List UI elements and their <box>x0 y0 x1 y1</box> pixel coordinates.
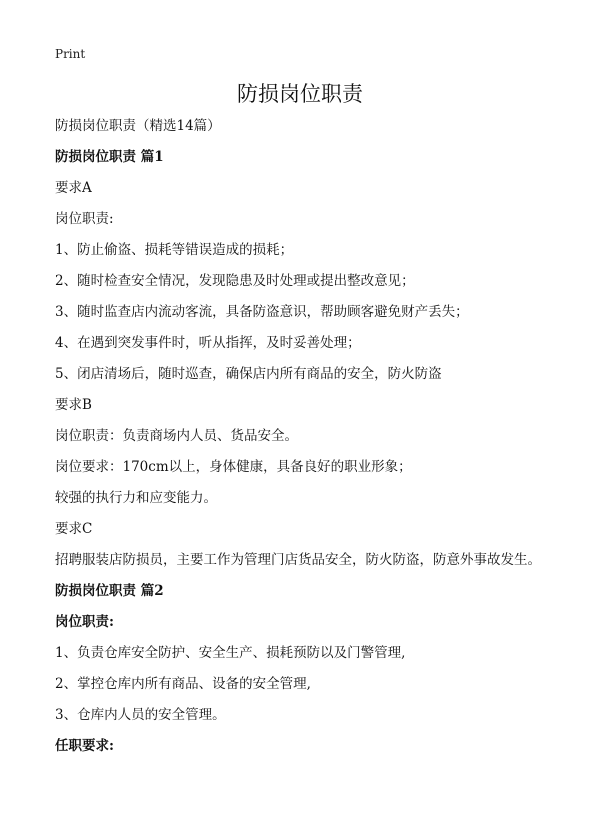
paragraph: 较强的执行力和应变能力。 <box>55 490 217 506</box>
page-title: 防损岗位职责 <box>237 82 363 106</box>
list-item: 1、防止偷盗、损耗等错误造成的损耗； <box>55 242 294 258</box>
list-item: 5、闭店清场后，随时巡查，确保店内所有商品的安全，防火防盗 <box>55 366 442 382</box>
subheading-requirements: 任职要求: <box>55 738 114 754</box>
list-item: 3、仓库内人员的安全管理。 <box>55 707 226 723</box>
subheading-duties: 岗位职责: <box>55 614 114 630</box>
paragraph: 要求C <box>55 521 93 537</box>
print-link[interactable]: Print <box>55 47 86 61</box>
section-heading-2: 防损岗位职责 篇2 <box>55 583 164 599</box>
list-item: 2、随时检查安全情况，发现隐患及时处理或提出整改意见； <box>55 273 415 289</box>
list-item: 3、随时监查店内流动客流，具备防盗意识，帮助顾客避免财产丢失； <box>55 304 469 320</box>
list-item: 1、负责仓库安全防护、安全生产、损耗预防以及门警管理, <box>55 645 406 661</box>
paragraph: 要求A <box>55 180 92 196</box>
article-subtitle: 防损岗位职责（精选14篇） <box>55 118 221 134</box>
paragraph: 招聘服装店防损员，主要工作为管理门店货品安全，防火防盗，防意外事故发生。 <box>55 552 541 568</box>
paragraph: 要求B <box>55 397 92 413</box>
list-item: 2、掌控仓库内所有商品、设备的安全管理, <box>55 676 311 692</box>
paragraph: 岗位职责：负责商场内人员、货品安全。 <box>55 428 298 444</box>
paragraph: 岗位职责: <box>55 211 114 227</box>
list-item: 4、在遇到突发事件时，听从指挥，及时妥善处理； <box>55 335 361 351</box>
article-body <box>55 116 590 767</box>
section-heading-1: 防损岗位职责 篇1 <box>55 149 164 165</box>
paragraph: 岗位要求：170cm以上，身体健康，具备良好的职业形象； <box>55 459 412 475</box>
